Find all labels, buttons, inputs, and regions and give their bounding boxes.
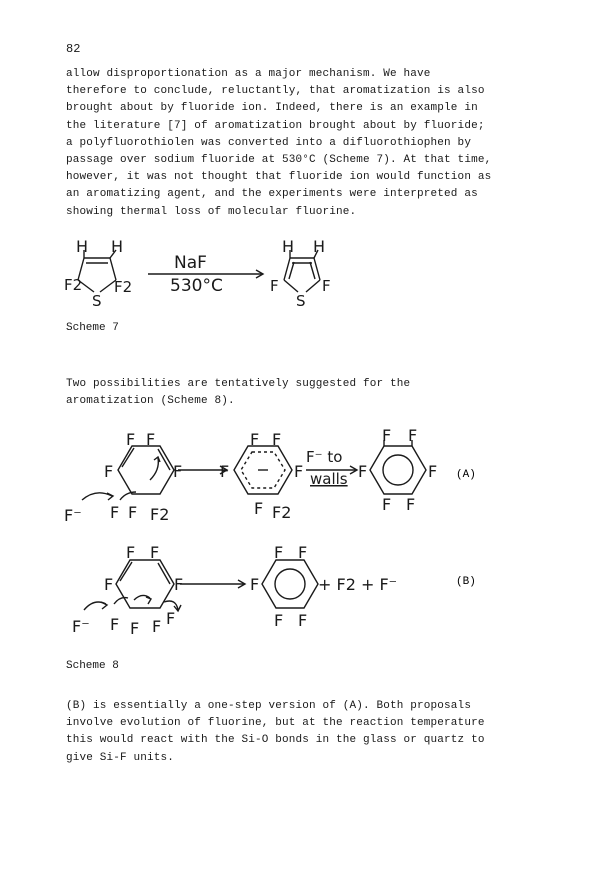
text-line: however, it was not thought that fluoride ion would function as [66, 171, 492, 184]
scheme-7-caption: Scheme 7 [66, 322, 119, 334]
byproducts-label: + F2 + F⁻ [318, 575, 398, 594]
paragraph-3 [66, 698, 485, 767]
text-line: allow disproportionation as a major mechanism. We have [66, 68, 431, 80]
atom-label: F [254, 499, 264, 518]
atom-label: F2 [114, 278, 133, 296]
atom-label: F [150, 543, 160, 562]
scheme-8-caption: Scheme 8 [66, 660, 119, 672]
text-line: brought about by fluoride ion. Indeed, there is an example in [66, 102, 478, 115]
atom-label: F [174, 575, 184, 594]
route-b-label: (B) [456, 576, 476, 588]
text-line: aromatization (Scheme 8). [66, 395, 235, 408]
conditions-label: 530°C [170, 276, 223, 296]
text-line: a polyfluorothiolen was converted into a difluorothiophen by [66, 136, 472, 149]
text-line: give Si-F units. [66, 751, 175, 764]
atom-label: F [152, 617, 162, 636]
atom-label: F [270, 277, 279, 295]
fluoride-label: F⁻ [72, 617, 90, 636]
text-line: therefore to conclude, reluctantly, that aromatization is also [66, 85, 485, 98]
atom-label: F2 [272, 503, 292, 522]
atom-label: F [382, 426, 392, 445]
atom-label: F [110, 503, 120, 522]
atom-label: H [313, 237, 326, 256]
atom-label: F [358, 462, 368, 481]
atom-label: F [126, 430, 136, 449]
atom-label: F [322, 277, 331, 295]
arrow-label-above: F⁻ to [306, 448, 343, 466]
text-line: (B) is essentially a one-step version of (A). Both proposals [66, 700, 472, 712]
atom-label: F [166, 609, 176, 628]
atom-label: F [146, 430, 156, 449]
text-line: the literature [7] of aromatization brought about by fluoride; [66, 119, 485, 132]
atom-label: F [298, 611, 308, 630]
atom-label: F [104, 462, 114, 481]
atom-label: F [130, 619, 140, 638]
atom-label: F [408, 426, 418, 445]
atom-label: F [382, 495, 392, 514]
fluoride-label: F⁻ [64, 506, 82, 525]
page-number: 82 [66, 42, 81, 56]
atom-label: F [272, 430, 282, 449]
reagent-label: NaF [174, 253, 207, 273]
atom-label: F [406, 495, 416, 514]
atom-label: F2 [150, 505, 170, 524]
atom-label: F [110, 615, 120, 634]
text-line: showing thermal loss of molecular fluorine. [66, 205, 357, 218]
text-line: passage over sodium fluoride at 530°C (Scheme 7). At that time, [66, 153, 492, 166]
arrow-label-below: walls [310, 470, 348, 488]
text-line: involve evolution of fluorine, but at the reaction temperature [66, 717, 485, 730]
text-line: an aromatizing agent, and the experiments were interpreted as [66, 188, 478, 201]
atom-label: F [126, 543, 136, 562]
text-line: this would react with the Si-O bonds in the glass or quartz to [66, 734, 485, 747]
atom-label: H [282, 237, 295, 256]
atom-label: F [428, 462, 438, 481]
atom-label: F [298, 543, 308, 562]
atom-label: F [250, 430, 260, 449]
atom-label: F [274, 543, 284, 562]
atom-label: F2 [64, 276, 83, 294]
atom-label: F [220, 462, 230, 481]
atom-label: F [128, 503, 138, 522]
atom-label: F [250, 575, 260, 594]
atom-label: S [296, 292, 306, 310]
atom-label: H [76, 237, 89, 256]
atom-label: F [104, 575, 114, 594]
atom-label: F [294, 462, 304, 481]
text-line: Two possibilities are tentatively suggested for the [66, 378, 411, 390]
atom-label: F [173, 462, 183, 481]
route-a-label: (A) [456, 469, 476, 481]
atom-label: H [111, 237, 124, 256]
atom-label: F [274, 611, 284, 630]
atom-label: S [92, 292, 102, 310]
